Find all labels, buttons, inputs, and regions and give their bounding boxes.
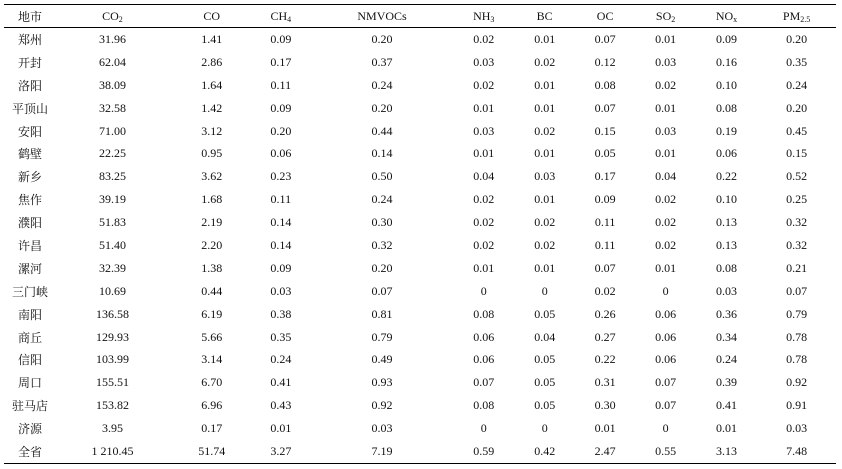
value-cell: 0.07 — [786, 283, 808, 298]
value-cell: 0.01 — [655, 260, 677, 275]
city-cell: 济源 — [17, 422, 42, 437]
value-cell: 0.01 — [534, 192, 556, 207]
value-cell: 31.96 — [98, 31, 126, 46]
value-cell: 0.49 — [371, 352, 393, 367]
value-cell: 0.03 — [786, 421, 808, 436]
value-cell: 0.01 — [715, 421, 737, 436]
value-cell: 0.01 — [270, 421, 292, 436]
value-cell: 0.08 — [715, 260, 737, 275]
value-cell: 0.41 — [715, 398, 737, 413]
table-row — [4, 303, 836, 326]
value-cell: 0.20 — [786, 100, 808, 115]
column-header-subscript: 2 — [118, 14, 123, 24]
column-header-label: OC — [596, 8, 614, 23]
value-cell: 0.24 — [371, 192, 393, 207]
table-row — [4, 165, 836, 188]
table-row — [4, 394, 836, 417]
emissions-table — [4, 4, 836, 464]
city-cell: 洛阳 — [17, 78, 42, 93]
value-cell: 6.96 — [201, 398, 223, 413]
value-cell: 0.01 — [534, 100, 556, 115]
value-cell: 0.09 — [270, 260, 292, 275]
city-cell: 商丘 — [17, 330, 42, 345]
value-cell: 0.07 — [473, 375, 495, 390]
value-cell: 0.02 — [473, 31, 495, 46]
value-cell: 0.20 — [371, 260, 393, 275]
table-row — [4, 371, 836, 394]
value-cell: 1.64 — [201, 77, 223, 92]
value-cell: 0.03 — [534, 169, 556, 184]
value-cell: 0.31 — [594, 375, 616, 390]
column-header-label: CO — [102, 8, 119, 23]
value-cell: 0.08 — [594, 77, 616, 92]
value-cell: 0.03 — [270, 283, 292, 298]
value-cell: 0.55 — [655, 443, 677, 458]
table-row — [4, 326, 836, 349]
value-cell: 0.20 — [371, 100, 393, 115]
value-cell: 0.02 — [473, 237, 495, 252]
city-cell: 许昌 — [17, 238, 42, 253]
value-cell: 0.02 — [655, 192, 677, 207]
value-cell: 0.22 — [594, 352, 616, 367]
city-cell: 信阳 — [17, 353, 42, 368]
value-cell: 0.22 — [715, 169, 737, 184]
table-row — [4, 142, 836, 165]
table-row — [4, 74, 836, 97]
value-cell: 0.02 — [534, 237, 556, 252]
value-cell: 0.14 — [270, 237, 292, 252]
value-cell: 0.42 — [534, 443, 556, 458]
value-cell: 0.09 — [594, 192, 616, 207]
value-cell: 0.19 — [715, 123, 737, 138]
value-cell: 0.30 — [594, 398, 616, 413]
value-cell: 129.93 — [95, 329, 129, 344]
value-cell: 0.11 — [594, 215, 616, 230]
value-cell: 155.51 — [95, 375, 129, 390]
value-cell: 0.09 — [715, 31, 737, 46]
value-cell: 2.20 — [201, 237, 223, 252]
value-cell: 0.21 — [786, 260, 808, 275]
value-cell: 0.01 — [655, 31, 677, 46]
value-cell: 0.01 — [473, 100, 495, 115]
value-cell: 0.03 — [371, 421, 393, 436]
city-cell: 驻马店 — [11, 399, 48, 414]
column-header-label: CH — [270, 8, 288, 23]
value-cell: 0.92 — [786, 375, 808, 390]
value-cell: 0.26 — [594, 306, 616, 321]
value-cell: 0 — [541, 421, 548, 436]
value-cell: 0.07 — [594, 31, 616, 46]
value-cell: 0.24 — [715, 352, 737, 367]
value-cell: 38.09 — [98, 77, 126, 92]
city-cell: 周口 — [17, 376, 42, 391]
city-cell: 平顶山 — [11, 101, 48, 116]
value-cell: 0.24 — [786, 77, 808, 92]
value-cell: 2.47 — [594, 443, 616, 458]
value-cell: 0.78 — [786, 329, 808, 344]
table-row — [4, 28, 836, 51]
value-cell: 1.38 — [201, 260, 223, 275]
value-cell: 2.86 — [201, 54, 223, 69]
value-cell: 0.05 — [534, 398, 556, 413]
value-cell: 0.01 — [534, 146, 556, 161]
column-header — [311, 5, 453, 28]
value-cell: 0.06 — [655, 352, 677, 367]
value-cell: 0.03 — [655, 54, 677, 69]
value-cell: 0.06 — [715, 146, 737, 161]
table-row — [4, 417, 836, 440]
value-cell: 0.02 — [534, 215, 556, 230]
value-cell: 0.24 — [371, 77, 393, 92]
value-cell: 0.02 — [534, 54, 556, 69]
value-cell: 0.03 — [715, 283, 737, 298]
value-cell: 0.17 — [594, 169, 616, 184]
value-cell: 0.02 — [534, 123, 556, 138]
table-row — [4, 280, 836, 303]
value-cell: 0.23 — [270, 169, 292, 184]
value-cell: 3.14 — [201, 352, 223, 367]
value-cell: 0.44 — [371, 123, 393, 138]
value-cell: 0.06 — [473, 329, 495, 344]
value-cell: 51.40 — [98, 237, 126, 252]
value-cell: 7.48 — [786, 443, 808, 458]
value-cell: 0.06 — [655, 329, 677, 344]
value-cell: 3.27 — [270, 443, 292, 458]
value-cell: 0.01 — [655, 146, 677, 161]
value-cell: 3.12 — [201, 123, 223, 138]
value-cell: 1 210.45 — [91, 443, 134, 458]
table-row — [4, 188, 836, 211]
value-cell: 0.09 — [270, 31, 292, 46]
column-header-label: CO — [203, 8, 221, 23]
value-cell: 0.32 — [371, 237, 393, 252]
value-cell: 0.01 — [473, 146, 495, 161]
value-cell: 0.11 — [270, 77, 292, 92]
column-header-subscript: 3 — [490, 14, 495, 24]
value-cell: 0.07 — [655, 375, 677, 390]
column-header-label: NO — [715, 8, 734, 23]
value-cell: 0.20 — [371, 31, 393, 46]
value-cell: 0.05 — [534, 375, 556, 390]
value-cell: 0.10 — [715, 77, 737, 92]
value-cell: 0.03 — [473, 54, 495, 69]
value-cell: 32.58 — [98, 100, 126, 115]
city-cell: 郑州 — [17, 32, 42, 47]
table-row — [4, 51, 836, 74]
column-header — [635, 5, 695, 28]
value-cell: 7.19 — [371, 443, 393, 458]
value-cell: 62.04 — [98, 54, 126, 69]
value-cell: 71.00 — [98, 123, 126, 138]
value-cell: 0.78 — [786, 352, 808, 367]
value-cell: 0.41 — [270, 375, 292, 390]
column-header-subscript: 2 — [671, 14, 676, 24]
value-cell: 0.15 — [786, 146, 808, 161]
value-cell: 0.38 — [270, 306, 292, 321]
value-cell: 0 — [662, 283, 669, 298]
value-cell: 103.99 — [95, 352, 129, 367]
city-cell: 安阳 — [17, 124, 42, 139]
value-cell: 51.83 — [98, 215, 126, 230]
table-row — [4, 440, 836, 463]
value-cell: 0.36 — [715, 306, 737, 321]
column-header — [757, 5, 836, 28]
value-cell: 0.11 — [270, 192, 292, 207]
value-cell: 0.02 — [473, 215, 495, 230]
value-cell: 0.07 — [371, 283, 393, 298]
value-cell: 0.02 — [594, 283, 616, 298]
column-header — [575, 5, 635, 28]
value-cell: 0.02 — [473, 77, 495, 92]
value-cell: 0.13 — [715, 237, 737, 252]
value-cell: 0.35 — [786, 54, 808, 69]
value-cell: 0.08 — [473, 398, 495, 413]
table-body — [4, 28, 836, 464]
value-cell: 0.13 — [715, 215, 737, 230]
value-cell: 0.05 — [534, 306, 556, 321]
city-cell: 南阳 — [17, 307, 42, 322]
value-cell: 0.07 — [655, 398, 677, 413]
value-cell: 0.05 — [594, 146, 616, 161]
value-cell: 0.14 — [371, 146, 393, 161]
value-cell: 0.12 — [594, 54, 616, 69]
value-cell: 0.10 — [715, 192, 737, 207]
value-cell: 0 — [662, 421, 669, 436]
value-cell: 0.01 — [534, 260, 556, 275]
column-header — [251, 5, 311, 28]
value-cell: 0.20 — [270, 123, 292, 138]
value-cell: 6.70 — [201, 375, 223, 390]
value-cell: 0.20 — [786, 31, 808, 46]
value-cell: 0.17 — [201, 421, 223, 436]
value-cell: 0.79 — [786, 306, 808, 321]
city-cell: 漯河 — [17, 261, 42, 276]
value-cell: 0.01 — [655, 100, 677, 115]
value-cell: 1.41 — [201, 31, 223, 46]
value-cell: 0.34 — [715, 329, 737, 344]
value-cell: 0.15 — [594, 123, 616, 138]
city-cell: 全省 — [17, 444, 42, 459]
value-cell: 0.35 — [270, 329, 292, 344]
value-cell: 39.19 — [98, 192, 126, 207]
value-cell: 51.74 — [198, 443, 226, 458]
value-cell: 83.25 — [98, 169, 126, 184]
value-cell: 153.82 — [95, 398, 129, 413]
value-cell: 0.01 — [473, 260, 495, 275]
table-row — [4, 234, 836, 257]
value-cell: 1.42 — [201, 100, 223, 115]
value-cell: 0.01 — [594, 421, 616, 436]
value-cell: 1.68 — [201, 192, 223, 207]
value-cell: 0.91 — [786, 398, 808, 413]
table-row — [4, 257, 836, 280]
city-cell: 鹤壁 — [17, 147, 42, 162]
value-cell: 0.06 — [473, 352, 495, 367]
column-header — [4, 5, 52, 28]
value-cell: 0.50 — [371, 169, 393, 184]
column-header-label: NH — [473, 8, 491, 23]
city-cell: 三门峡 — [11, 284, 48, 299]
city-cell: 濮阳 — [17, 216, 42, 231]
column-header-label: 地市 — [17, 9, 42, 24]
column-header — [453, 5, 514, 28]
value-cell: 32.39 — [98, 260, 126, 275]
value-cell: 0.09 — [270, 100, 292, 115]
value-cell: 0.59 — [473, 443, 495, 458]
value-cell: 0.32 — [786, 215, 808, 230]
value-cell: 0.92 — [371, 398, 393, 413]
column-header — [514, 5, 574, 28]
column-header-subscript: x — [733, 14, 738, 24]
value-cell: 0.05 — [534, 352, 556, 367]
value-cell: 0.93 — [371, 375, 393, 390]
column-header-label: SO — [655, 8, 672, 23]
value-cell: 3.62 — [201, 169, 223, 184]
value-cell: 0.03 — [655, 123, 677, 138]
value-cell: 0 — [541, 283, 548, 298]
value-cell: 0.02 — [655, 237, 677, 252]
table-row — [4, 211, 836, 234]
value-cell: 10.69 — [98, 283, 126, 298]
column-header — [52, 5, 173, 28]
column-header-label: BC — [536, 8, 553, 23]
value-cell: 0.17 — [270, 54, 292, 69]
value-cell: 0.16 — [715, 54, 737, 69]
value-cell: 0.04 — [534, 329, 556, 344]
city-cell: 开封 — [17, 55, 42, 70]
value-cell: 0.25 — [786, 192, 808, 207]
table-row — [4, 348, 836, 371]
value-cell: 0.11 — [594, 237, 616, 252]
value-cell: 0.32 — [786, 237, 808, 252]
value-cell: 0.07 — [594, 260, 616, 275]
value-cell: 0.04 — [473, 169, 495, 184]
value-cell: 0.07 — [594, 100, 616, 115]
value-cell: 136.58 — [95, 306, 129, 321]
column-header-label: PM — [782, 8, 801, 23]
value-cell: 0.01 — [534, 77, 556, 92]
value-cell: 0.52 — [786, 169, 808, 184]
value-cell: 0.39 — [715, 375, 737, 390]
value-cell: 0.14 — [270, 215, 292, 230]
value-cell: 0.27 — [594, 329, 616, 344]
value-cell: 3.95 — [101, 421, 123, 436]
value-cell: 0.43 — [270, 398, 292, 413]
value-cell: 0.37 — [371, 54, 393, 69]
value-cell: 0.03 — [473, 123, 495, 138]
value-cell: 0.79 — [371, 329, 393, 344]
value-cell: 6.19 — [201, 306, 223, 321]
value-cell: 0.06 — [655, 306, 677, 321]
value-cell: 0.08 — [715, 100, 737, 115]
value-cell: 0.01 — [534, 31, 556, 46]
value-cell: 2.19 — [201, 215, 223, 230]
column-header-subscript: 2.5 — [800, 14, 811, 24]
column-header-label: NMVOCs — [357, 8, 407, 23]
value-cell: 0.45 — [786, 123, 808, 138]
value-cell: 0.02 — [473, 192, 495, 207]
value-cell: 0.81 — [371, 306, 393, 321]
city-cell: 焦作 — [17, 193, 42, 208]
column-header — [696, 5, 757, 28]
value-cell: 0 — [480, 283, 487, 298]
value-cell: 5.66 — [201, 329, 223, 344]
value-cell: 0.30 — [371, 215, 393, 230]
value-cell: 22.25 — [98, 146, 126, 161]
value-cell: 0.08 — [473, 306, 495, 321]
value-cell: 0.24 — [270, 352, 292, 367]
value-cell: 3.13 — [715, 443, 737, 458]
column-header — [173, 5, 251, 28]
column-header-subscript: 4 — [287, 14, 292, 24]
value-cell: 0.04 — [655, 169, 677, 184]
value-cell: 0 — [480, 421, 487, 436]
value-cell: 0.06 — [270, 146, 292, 161]
value-cell: 0.02 — [655, 215, 677, 230]
city-cell: 新乡 — [17, 170, 42, 185]
value-cell: 0.44 — [201, 283, 223, 298]
table-row — [4, 120, 836, 143]
table-row — [4, 97, 836, 120]
table-header-row — [4, 5, 836, 28]
value-cell: 0.02 — [655, 77, 677, 92]
value-cell: 0.95 — [201, 146, 223, 161]
